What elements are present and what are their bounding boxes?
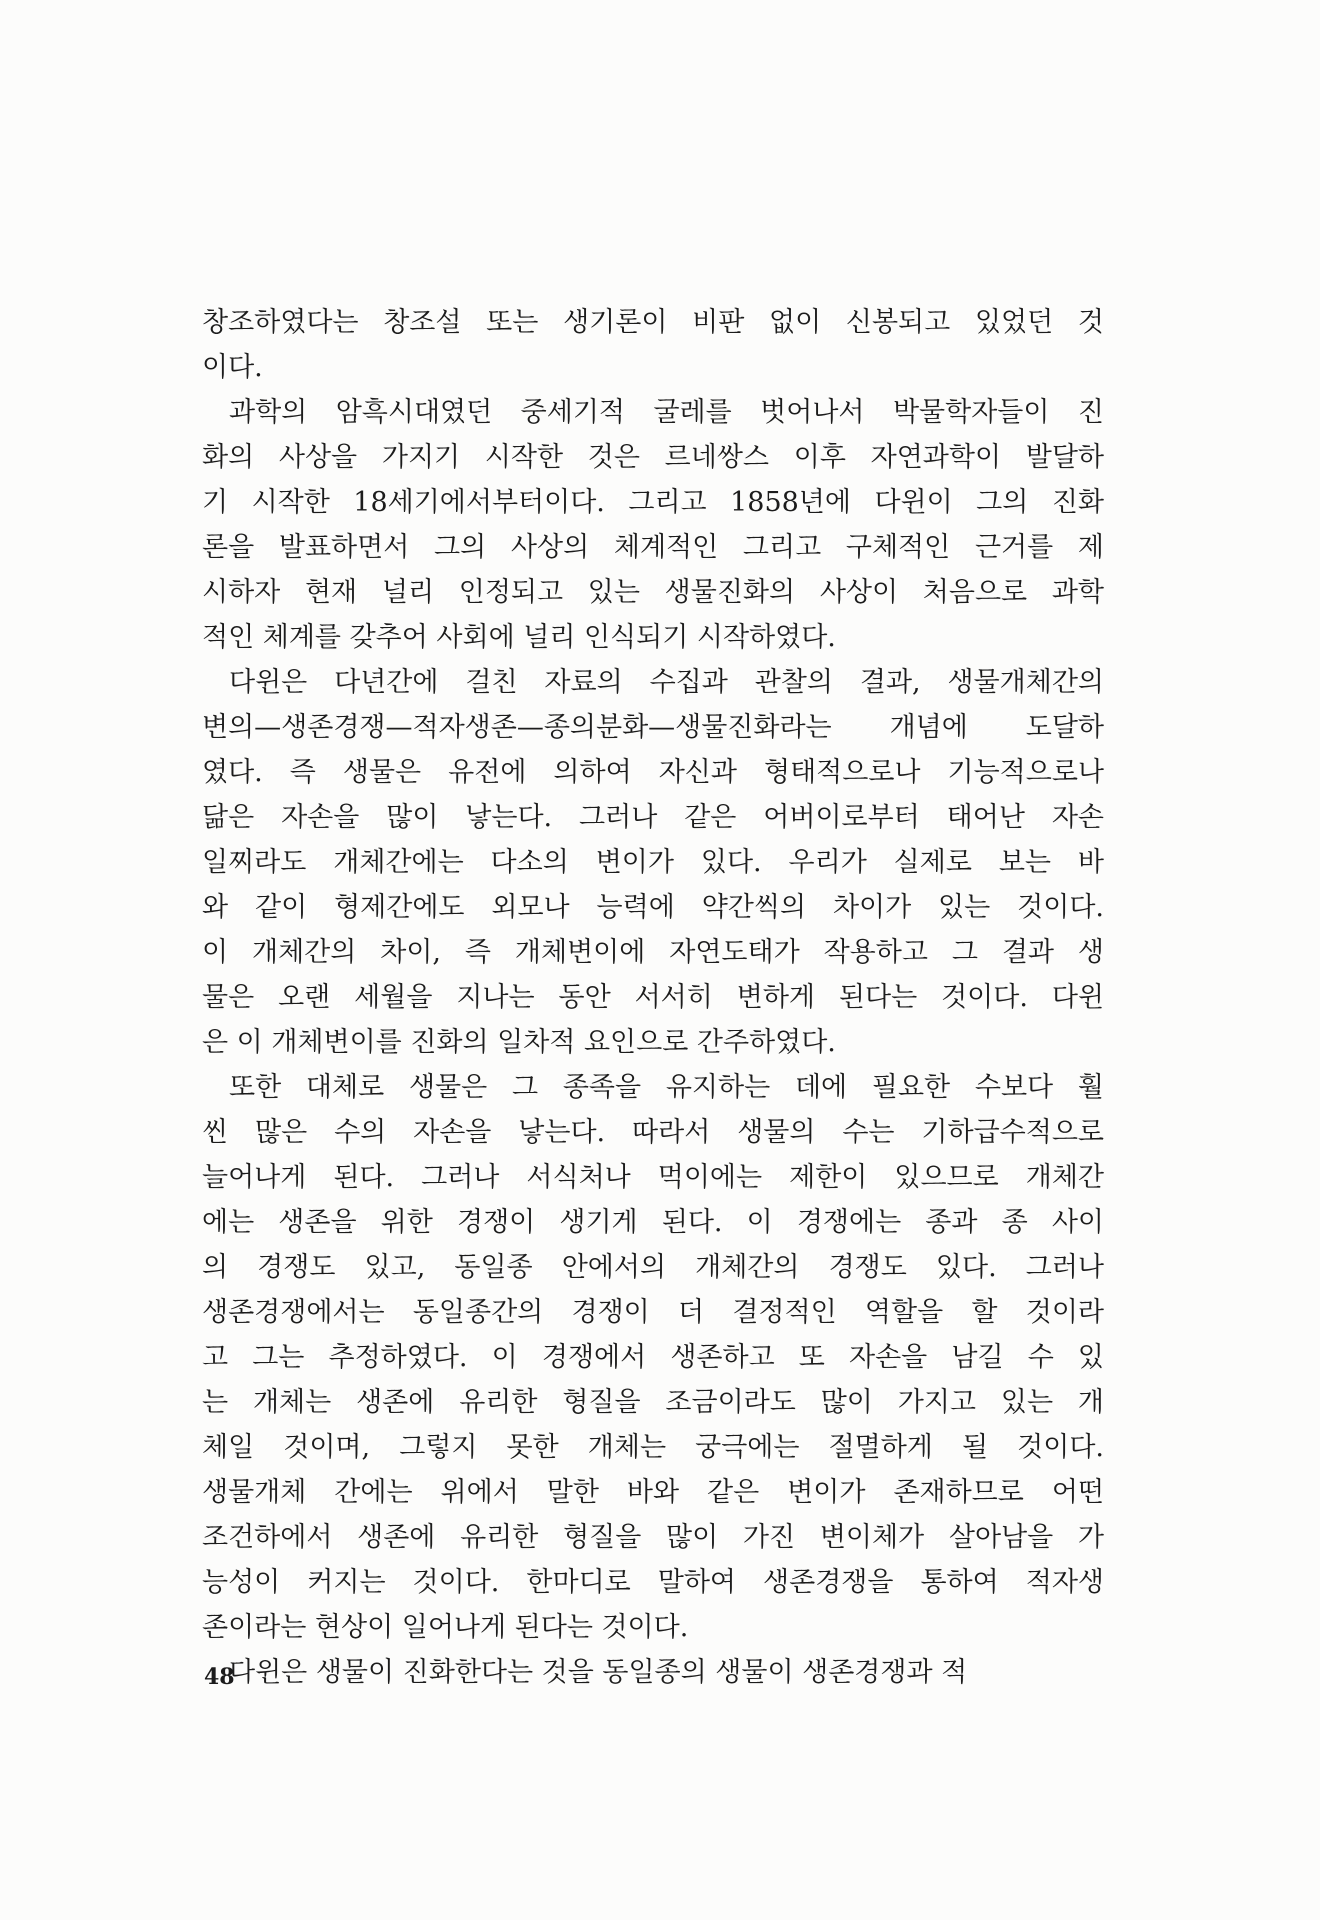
text-line: 과학의 암흑시대였던 중세기적 굴레를 벗어나서 박물학자들이 진 [229,397,1104,428]
text-line: 은 이 개체변이를 진화의 일차적 요인으로 간주하였다. [202,1027,836,1058]
paragraph [202,1065,1104,1650]
text-line: 와 같이 형제간에도 외모나 능력에 약간씩의 차이가 있는 것이다. [202,892,1104,923]
body-text [202,300,1104,1695]
text-line: 씬 많은 수의 자손을 낳는다. 따라서 생물의 수는 기하급수적으로 [202,1117,1104,1148]
text-line: 였다. 즉 생물은 유전에 의하여 자신과 형태적으로나 기능적으로나 [202,757,1104,788]
text-line: 조건하에서 생존에 유리한 형질을 많이 가진 변이체가 살아남을 가 [202,1522,1104,1553]
text-line: 화의 사상을 가지기 시작한 것은 르네쌍스 이후 자연과학이 발달하 [202,442,1104,473]
text-line: 론을 발표하면서 그의 사상의 체계적인 그리고 구체적인 근거를 제 [202,532,1104,563]
text-line: 생존경쟁에서는 동일종간의 경쟁이 더 결정적인 역할을 할 것이라 [202,1297,1104,1328]
text-line: 존이라는 현상이 일어나게 된다는 것이다. [202,1612,689,1643]
text-line: 창조하였다는 창조설 또는 생기론이 비판 없이 신봉되고 있었던 것 [202,307,1104,338]
paragraph [202,660,1104,1065]
text-line: 체일 것이며, 그렇지 못한 개체는 궁극에는 절멸하게 될 것이다. [202,1432,1104,1463]
text-line: 능성이 커지는 것이다. 한마디로 말하여 생존경쟁을 통하여 적자생 [202,1567,1104,1598]
text-line: 다윈은 생물이 진화한다는 것을 동일종의 생물이 생존경쟁과 적 [229,1657,968,1688]
text-line: 고 그는 추정하였다. 이 경쟁에서 생존하고 또 자손을 남길 수 있 [202,1342,1104,1373]
text-line: 닮은 자손을 많이 낳는다. 그러나 같은 어버이로부터 태어난 자손 [202,802,1104,833]
page-number: 48 [204,1664,235,1690]
paragraph [202,1650,1104,1695]
text-line: 에는 생존을 위한 경쟁이 생기게 된다. 이 경쟁에는 종과 종 사이 [202,1207,1104,1238]
text-line: 일찌라도 개체간에는 다소의 변이가 있다. 우리가 실제로 보는 바 [202,847,1104,878]
text-line: 시하자 현재 널리 인정되고 있는 생물진화의 사상이 처음으로 과학 [202,577,1104,608]
text-line: 생물개체 간에는 위에서 말한 바와 같은 변이가 존재하므로 어떤 [202,1477,1104,1508]
text-line: 는 개체는 생존에 유리한 형질을 조금이라도 많이 가지고 있는 개 [202,1387,1104,1418]
text-line: 늘어나게 된다. 그러나 서식처나 먹이에는 제한이 있으므로 개체간 [202,1162,1104,1193]
text-line: 물은 오랜 세월을 지나는 동안 서서히 변하게 된다는 것이다. 다윈 [202,982,1104,1013]
text-line: 적인 체계를 갖추어 사회에 널리 인식되기 시작하였다. [202,622,836,653]
text-line: 이 개체간의 차이, 즉 개체변이에 자연도태가 작용하고 그 결과 생 [202,937,1104,968]
paragraph [202,390,1104,660]
text-line: 다윈은 다년간에 걸친 자료의 수집과 관찰의 결과, 생물개체간의 [229,667,1104,698]
paragraph [202,300,1104,390]
text-line: 또한 대체로 생물은 그 종족을 유지하는 데에 필요한 수보다 훨 [229,1072,1104,1103]
text-line: 기 시작한 18세기에서부터이다. 그리고 1858년에 다윈이 그의 진화 [202,487,1104,518]
text-line: 의 경쟁도 있고, 동일종 안에서의 개체간의 경쟁도 있다. 그러나 [202,1252,1104,1283]
text-line: 변의—생존경쟁—적자생존—종의분화—생물진화라는 개념에 도달하 [202,712,1104,743]
text-line: 이다. [202,352,263,383]
